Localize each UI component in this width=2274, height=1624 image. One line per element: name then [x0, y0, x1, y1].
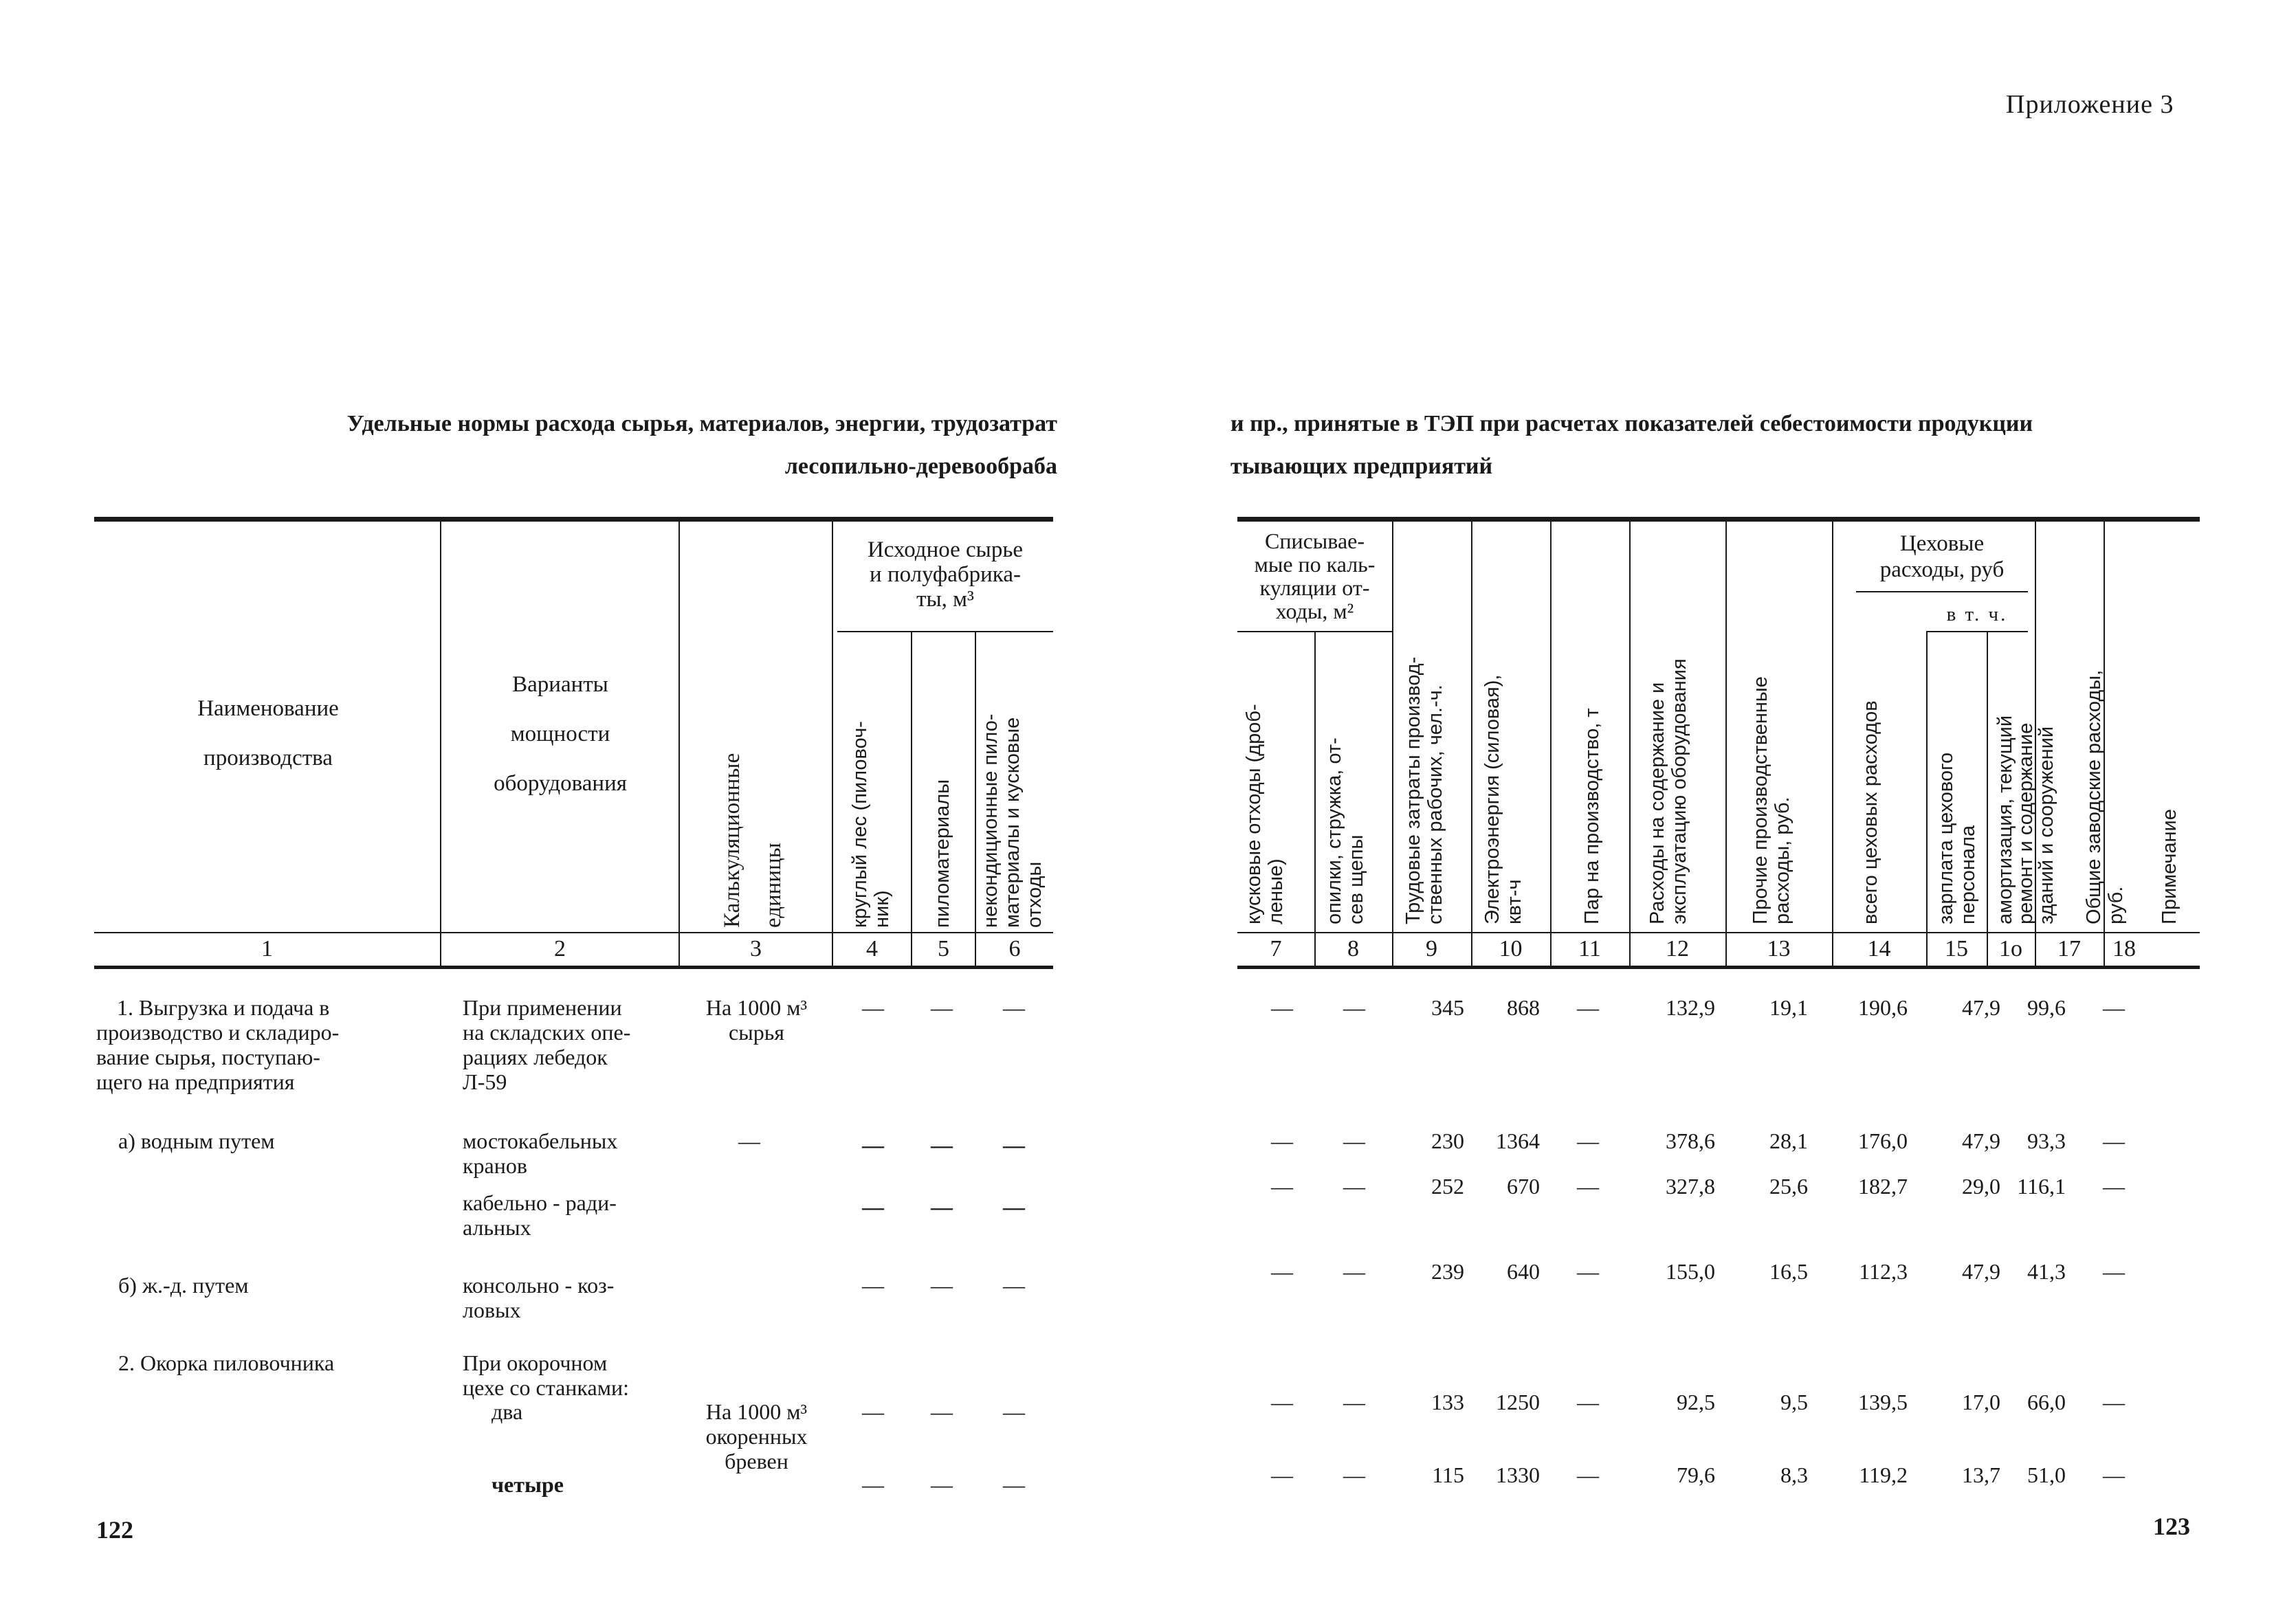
cell-row4-c17: —	[2103, 1259, 2125, 1284]
text-line: рациях лебедок	[463, 1045, 608, 1069]
header-name-line: производства	[203, 746, 333, 770]
col-number-2: 2	[554, 936, 566, 961]
dash: —	[1003, 1194, 1025, 1219]
text-line: мостокабельных	[463, 1128, 618, 1153]
row2-name: а) водным путем	[118, 1128, 275, 1153]
divider	[832, 522, 833, 967]
cell-row1-c11: —	[1577, 995, 1599, 1020]
cell-row6-c13: 8,3	[1780, 1462, 1808, 1487]
header-lump-waste	[1243, 636, 1287, 924]
cell-row3-c15: 29,0	[1962, 1174, 2000, 1199]
header-line: Калькуляционные	[720, 753, 744, 928]
text-line: Л-59	[463, 1069, 507, 1094]
header-noncond	[980, 639, 1046, 928]
dash: —	[931, 1399, 953, 1424]
cell-row1-c12: 132,9	[1666, 995, 1715, 1020]
header-line: Цеховые	[1899, 531, 1985, 556]
dash: —	[931, 1194, 953, 1219]
cell-row5-c12: 92,5	[1677, 1390, 1715, 1414]
header-line: эксплуатацию оборудования	[1668, 658, 1690, 924]
col-number-7: 7	[1270, 936, 1282, 961]
left-header-bottom-rule	[94, 966, 1053, 969]
cell-row6-c9: 115	[1432, 1462, 1464, 1487]
divider	[94, 932, 1053, 933]
row1-variant	[463, 995, 676, 1094]
right-header-bottom-rule	[1237, 966, 2200, 969]
cell-row4-c14: 112,3	[1859, 1259, 1908, 1284]
cell-row3-c12: 327,8	[1666, 1174, 1715, 1199]
cell-row2-c14: 176,0	[1858, 1128, 1908, 1153]
text-line: на складских опе-	[463, 1020, 631, 1045]
cell-row6-c14: 119,2	[1859, 1462, 1908, 1487]
cell-row2-c15: 47,9	[1962, 1128, 2000, 1153]
col-number-17: 17	[2057, 936, 2081, 961]
col-number-6: 6	[1008, 936, 1021, 961]
divider	[1471, 522, 1472, 967]
divider	[440, 522, 441, 967]
divider	[1629, 522, 1631, 967]
header-variants-line: оборудования	[494, 771, 627, 796]
col-number-9: 9	[1426, 936, 1437, 961]
right-top-rule	[1237, 517, 2200, 522]
row2-variant	[463, 1128, 676, 1178]
col-number-5: 5	[938, 936, 949, 961]
cell-row2-c16: 93,3	[2027, 1128, 2066, 1153]
row1-name	[96, 995, 440, 1094]
cell-row1-c8: —	[1343, 995, 1365, 1020]
col-number-10: 10	[1499, 936, 1523, 961]
page-number-left: 122	[96, 1516, 133, 1544]
page-number-right: 123	[2153, 1513, 2190, 1540]
header-sawn: пиломатериалы	[931, 779, 953, 928]
header-round-wood	[849, 639, 893, 928]
text-line: вание сырья, поступаю-	[96, 1045, 320, 1069]
cell-row3-c9: 252	[1431, 1174, 1464, 1199]
text-line: При окорочном	[463, 1350, 608, 1375]
cell-row6-c11: —	[1577, 1462, 1599, 1487]
cell-row2-c11: —	[1577, 1128, 1599, 1153]
cell-row1-c15: 47,9	[1962, 995, 2000, 1020]
text-line: сырья	[728, 1020, 784, 1045]
divider	[1392, 522, 1393, 967]
divider	[837, 631, 1053, 632]
header-line: материалы и кусковые	[1002, 717, 1024, 928]
cell-row3-c16: 116,1	[2017, 1174, 2066, 1199]
header-variants-line: мощности	[510, 722, 610, 746]
col-number-1: 1	[261, 936, 273, 961]
cell-row3-c11: —	[1577, 1174, 1599, 1199]
text-line: При применении	[463, 995, 622, 1020]
text-line: На 1000 м³	[705, 1399, 808, 1424]
cell-row2-c8: —	[1343, 1128, 1365, 1153]
cell-row3-c14: 182,7	[1858, 1174, 1908, 1199]
header-line: мые по каль-	[1254, 552, 1376, 577]
header-line: расходы, руб	[1879, 557, 2005, 582]
col-number-12: 12	[1666, 936, 1689, 961]
dash: —	[1003, 1133, 1025, 1157]
row4-variant	[463, 1273, 676, 1322]
divider	[1832, 522, 1833, 967]
header-electricity	[1481, 543, 1525, 924]
header-line: Электроэнергия (силовая),	[1481, 674, 1503, 924]
cell-row6-c12: 79,6	[1677, 1462, 1715, 1487]
cell-row3-c17: —	[2103, 1174, 2125, 1199]
col-number-3: 3	[750, 936, 762, 961]
header-shop-salary	[1935, 639, 1979, 924]
header-line: сев щепы	[1345, 834, 1367, 924]
header-shop-group	[1832, 531, 2052, 583]
left-top-rule	[94, 517, 1053, 522]
cell-row2-c17: —	[2103, 1128, 2125, 1153]
title-right-line1: и пр., принятые в ТЭП при расчетах показателей себестоимости продукции	[1230, 411, 2033, 436]
header-other	[1749, 543, 1793, 924]
text-line: щего на предприятия	[96, 1069, 295, 1094]
title-left-line2: лесопильно-деревообраба	[784, 454, 1057, 479]
dash: —	[862, 1273, 884, 1298]
cell-row6-c10: 1330	[1496, 1462, 1540, 1487]
dash: —	[738, 1128, 760, 1153]
col-number-18: 18	[2112, 936, 2136, 961]
dash: —	[862, 1472, 884, 1497]
row4-name: б) ж.-д. путем	[118, 1273, 249, 1298]
text-line: бревен	[725, 1449, 788, 1473]
dash: —	[1003, 1399, 1025, 1424]
divider	[1856, 591, 2028, 592]
row1-unit	[686, 995, 827, 1045]
dash: —	[931, 1273, 953, 1298]
cell-row2-c9: 230	[1431, 1128, 1464, 1153]
header-general	[2083, 543, 2127, 924]
header-line: ственных рабочих, чел.-ч.	[1424, 685, 1446, 924]
header-line: и полуфабрика-	[870, 562, 1021, 587]
header-line: Расходы на содержание и	[1646, 682, 1668, 924]
col-number-15: 15	[1945, 936, 1968, 961]
cell-row4-c16: 41,3	[2027, 1259, 2066, 1284]
cell-row5-c7: —	[1271, 1390, 1293, 1414]
cell-row5-c9: 133	[1431, 1390, 1464, 1414]
text-line: консольно - коз-	[463, 1273, 615, 1298]
divider	[1550, 522, 1552, 967]
text-line: 1. Выгрузка и подача в	[117, 995, 330, 1020]
cell-row4-c15: 47,9	[1962, 1259, 2000, 1284]
header-labor	[1402, 543, 1446, 924]
header-line: некондиционные пило-	[980, 713, 1002, 928]
cell-row1-c7: —	[1271, 995, 1293, 1020]
header-steam: Пар на производство, т	[1581, 708, 1603, 924]
header-note: Примечание	[2159, 809, 2181, 924]
row3-variant	[463, 1190, 676, 1240]
title-left-line1: Удельные нормы расхода сырья, материалов, энергии, трудозатрат	[346, 411, 1057, 436]
divider	[1926, 631, 2028, 632]
header-variants	[447, 660, 674, 808]
cell-row1-c16: 99,6	[2027, 995, 2066, 1020]
cell-row5-c15: 17,0	[1962, 1390, 2000, 1414]
appendix-label: Приложение 3	[2006, 90, 2174, 119]
header-calc-units	[711, 701, 794, 928]
cell-row3-c10: 670	[1507, 1174, 1540, 1199]
cell-row6-c8: —	[1343, 1462, 1365, 1487]
header-line: леные)	[1265, 858, 1287, 924]
cell-row1-c9: 345	[1431, 995, 1464, 1020]
col-number-16: 1о	[1999, 936, 2022, 961]
cell-row4-c10: 640	[1507, 1259, 1540, 1284]
header-line: персонала	[1957, 825, 1979, 924]
cell-row1-c17: —	[2103, 995, 2125, 1020]
cell-row2-c7: —	[1271, 1128, 1293, 1153]
cell-row4-c8: —	[1343, 1259, 1365, 1284]
header-line: Трудовые затраты производ-	[1402, 656, 1424, 924]
header-line: руб.	[2105, 886, 2127, 924]
divider	[1237, 631, 1392, 632]
text-line: цехе со станками:	[463, 1375, 629, 1400]
divider	[1314, 632, 1316, 967]
cell-row3-c7: —	[1271, 1174, 1293, 1199]
header-line: Исходное сырье	[867, 537, 1024, 562]
cell-row4-c13: 16,5	[1769, 1259, 1808, 1284]
cell-row4-c12: 155,0	[1666, 1259, 1715, 1284]
title-right-line2: тывающих предприятий	[1230, 454, 1493, 479]
header-variants-line: Варианты	[512, 672, 608, 697]
cell-row5-c8: —	[1343, 1390, 1365, 1414]
header-line: отходы	[1024, 861, 1046, 928]
row6-variant: два	[492, 1399, 523, 1424]
cell-row6-c7: —	[1271, 1462, 1293, 1487]
divider	[678, 522, 680, 967]
cell-row4-c7: —	[1271, 1259, 1293, 1284]
col-number-8: 8	[1347, 936, 1359, 961]
header-incl: в т. ч.	[1946, 603, 2008, 625]
header-amort	[1995, 639, 2057, 924]
divider	[911, 632, 912, 967]
header-waste-group	[1237, 529, 1392, 623]
row5-name: 2. Окорка пиловочника	[118, 1350, 335, 1375]
dash: —	[1003, 1273, 1025, 1298]
header-line: расходы, руб.	[1771, 797, 1793, 924]
text-line: кабельно - ради-	[463, 1190, 617, 1215]
row6-unit	[686, 1399, 827, 1473]
cell-row5-c10: 1250	[1496, 1390, 1540, 1414]
header-line: амортизация, текущий	[1994, 715, 2016, 924]
header-line: опилки, стружка, от-	[1323, 737, 1345, 924]
divider	[1237, 932, 2200, 933]
cell-row5-c17: —	[2103, 1390, 2125, 1414]
col-number-11: 11	[1578, 936, 1601, 961]
dash: —	[862, 995, 884, 1020]
cell-row2-c10: 1364	[1496, 1128, 1540, 1153]
text-line: На 1000 м³	[705, 995, 808, 1020]
divider	[1725, 522, 1727, 967]
divider	[1987, 632, 1988, 967]
cell-row6-c17: —	[2103, 1462, 2125, 1487]
cell-row3-c8: —	[1343, 1174, 1365, 1199]
header-line: Списывае-	[1264, 529, 1365, 553]
header-line: кусковые отходы (дроб-	[1243, 704, 1265, 924]
header-line: квт-ч	[1503, 879, 1525, 924]
header-equip	[1646, 543, 1690, 924]
header-line: ник)	[871, 890, 893, 928]
header-line: круглый лес (пиловоч-	[849, 721, 871, 928]
cell-row4-c11: —	[1577, 1259, 1599, 1284]
cell-row5-c16: 66,0	[2027, 1390, 2066, 1414]
dash: —	[862, 1194, 884, 1219]
dash: —	[931, 995, 953, 1020]
header-line: Прочие производственные	[1749, 676, 1771, 924]
dash: —	[862, 1399, 884, 1424]
text-line: альных	[463, 1215, 531, 1240]
dash: —	[862, 1133, 884, 1157]
header-line: куляции от-	[1259, 575, 1370, 600]
cell-row1-c13: 19,1	[1769, 995, 1808, 1020]
cell-row6-c15: 13,7	[1962, 1462, 2000, 1487]
header-line: единицы	[761, 843, 786, 928]
header-name	[103, 684, 433, 783]
row5-variant	[463, 1350, 689, 1400]
header-line: Общие заводские расходы,	[2083, 669, 2105, 924]
col-number-4: 4	[866, 936, 878, 961]
header-line: зданий и сооружений	[2035, 726, 2057, 924]
cell-row5-c14: 139,5	[1858, 1390, 1908, 1414]
dash: —	[931, 1472, 953, 1497]
col-number-14: 14	[1867, 936, 1891, 961]
text-line: производство и складиро-	[96, 1020, 340, 1045]
header-line: ходы, м²	[1275, 599, 1354, 623]
header-shop-total: всего цеховых расходов	[1859, 700, 1881, 924]
dash: —	[1003, 1472, 1025, 1497]
header-line: ты, м³	[916, 587, 974, 612]
cell-row3-c13: 25,6	[1769, 1174, 1808, 1199]
cell-row1-c10: 868	[1507, 995, 1540, 1020]
header-name-line: Наименование	[197, 696, 339, 721]
dash: —	[931, 1133, 953, 1157]
divider	[975, 632, 976, 967]
cell-row6-c16: 51,0	[2027, 1462, 2066, 1487]
dash: —	[1003, 995, 1025, 1020]
cell-row1-c14: 190,6	[1858, 995, 1908, 1020]
cell-row5-c11: —	[1577, 1390, 1599, 1414]
text-line: окоренных	[705, 1424, 808, 1449]
cell-row2-c13: 28,1	[1769, 1128, 1808, 1153]
header-line: зарплата цехового	[1935, 752, 1957, 924]
cell-row2-c12: 378,6	[1666, 1128, 1715, 1153]
cell-row4-c9: 239	[1431, 1259, 1464, 1284]
header-sawdust	[1323, 636, 1367, 924]
divider	[1926, 632, 1928, 967]
header-line: ремонт и содержание	[2015, 722, 2037, 924]
text-line: кранов	[463, 1153, 527, 1178]
text-line: ловых	[463, 1298, 521, 1322]
col-number-13: 13	[1767, 936, 1791, 961]
row7-variant: четыре	[492, 1472, 564, 1497]
header-raw-group	[835, 537, 1055, 612]
cell-row5-c13: 9,5	[1780, 1390, 1808, 1414]
